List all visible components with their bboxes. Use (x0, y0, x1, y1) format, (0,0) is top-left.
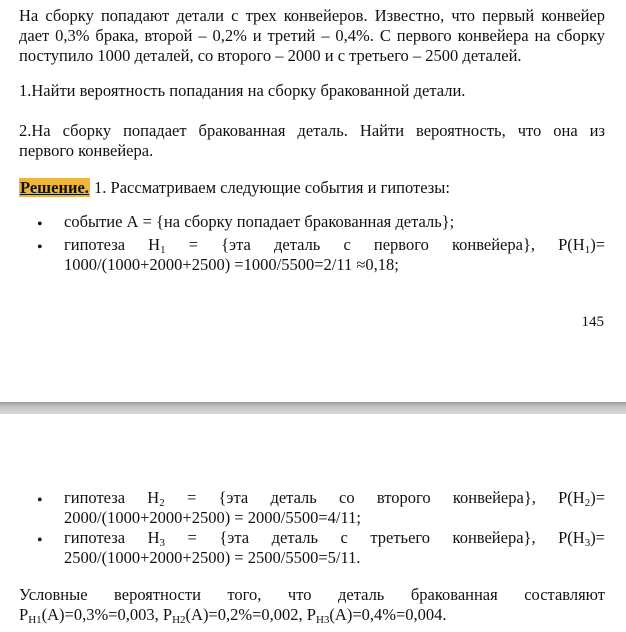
conditional-line-2 (19, 605, 605, 625)
solution-intro-text: 1. Рассматриваем следующие события и гипотезы: (89, 178, 450, 197)
bullet-icon: • (37, 492, 43, 509)
hypothesis-h3-line-1 (64, 528, 605, 548)
cond-sub-h2: Н2 (172, 614, 186, 626)
page-break (0, 402, 626, 414)
cond-sub-h3: Н3 (315, 614, 330, 626)
h2-text-a: гипотеза Н (64, 488, 160, 507)
hypothesis-h3-item (64, 528, 605, 568)
cond-t2: (А)=0,2%=0,002, Р (185, 605, 316, 624)
cond-t1: (А)=0,3%=0,003, Р (41, 605, 173, 624)
solution-label: Решение. (20, 178, 89, 197)
hypothesis-h3-line-2: 2500/(1000+2000+2500) = 2500/5500=5/11. (64, 548, 361, 567)
h3-subscript-2: 3 (584, 537, 591, 549)
bullet-icon: • (37, 216, 43, 233)
h3-text-c: )= (590, 528, 605, 547)
task-2 (19, 121, 605, 161)
bullet-icon: • (37, 239, 43, 256)
solution-intro (19, 178, 605, 198)
document-page-146 (0, 414, 626, 632)
h3-text-a: гипотеза Н (64, 528, 160, 547)
bullet-icon: • (37, 532, 43, 549)
h2-text-c: )= (590, 488, 606, 507)
h1-text-c: )= (590, 235, 606, 254)
task-2-line-1: 2.На сборку попадает бракованная деталь. Найти вероятность, что она из (19, 121, 605, 140)
h1-text-a: гипотеза Н (64, 235, 161, 254)
hypothesis-h2-line-1 (64, 488, 605, 508)
cond-p1: Р (19, 605, 29, 624)
h3-subscript: 3 (159, 537, 165, 549)
h1-subscript-2: 1 (584, 244, 591, 256)
event-a-item: событие А = {на сборку попадает бракованная деталь}; (64, 212, 455, 231)
cond-sub-h1: Н1 (28, 614, 42, 626)
h3-text-b: = {эта деталь с третьего конвейера}, Р(Н (164, 528, 585, 547)
hypothesis-h1-line-1 (64, 235, 605, 255)
problem-line-2: дает 0,3% брака, второй – 0,2% и третий – 0,4%. С первого конвейера на сборку (19, 26, 605, 45)
conditional-probabilities (19, 585, 605, 625)
h2-subscript: 2 (159, 497, 165, 509)
h1-subscript: 1 (160, 244, 166, 256)
h2-subscript-2: 2 (584, 497, 591, 509)
problem-statement (19, 6, 605, 66)
h1-text-b: = {эта деталь с первого конвейера}, Р(Н (165, 235, 585, 254)
page-number: 145 (581, 314, 604, 330)
task-1: 1.Найти вероятность попадания на сборку бракованной детали. (19, 81, 466, 100)
problem-line-3: поступило 1000 деталей, со второго – 2000 и с третьего – 2500 деталей. (19, 46, 522, 65)
task-2-line-2: первого конвейера. (19, 141, 154, 160)
hypothesis-h1-item (64, 235, 605, 275)
hypothesis-h1-line-2: 1000/(1000+2000+2500) =1000/5500=2/11 ≈0,18; (64, 255, 399, 274)
cond-t3: (А)=0,4%=0,004. (329, 605, 447, 624)
conditional-line-1: Условные вероятности того, что деталь бракованная составляют (19, 585, 605, 604)
hypothesis-h2-line-2: 2000/(1000+2000+2500) = 2000/5500=4/11; (64, 508, 361, 527)
problem-line-1: На сборку попадают детали с трех конвейеров. Известно, что первый конвейер (19, 6, 605, 25)
h2-text-b: = {эта деталь со второго конвейера}, Р(Н (164, 488, 585, 507)
hypothesis-h2-item (64, 488, 605, 528)
